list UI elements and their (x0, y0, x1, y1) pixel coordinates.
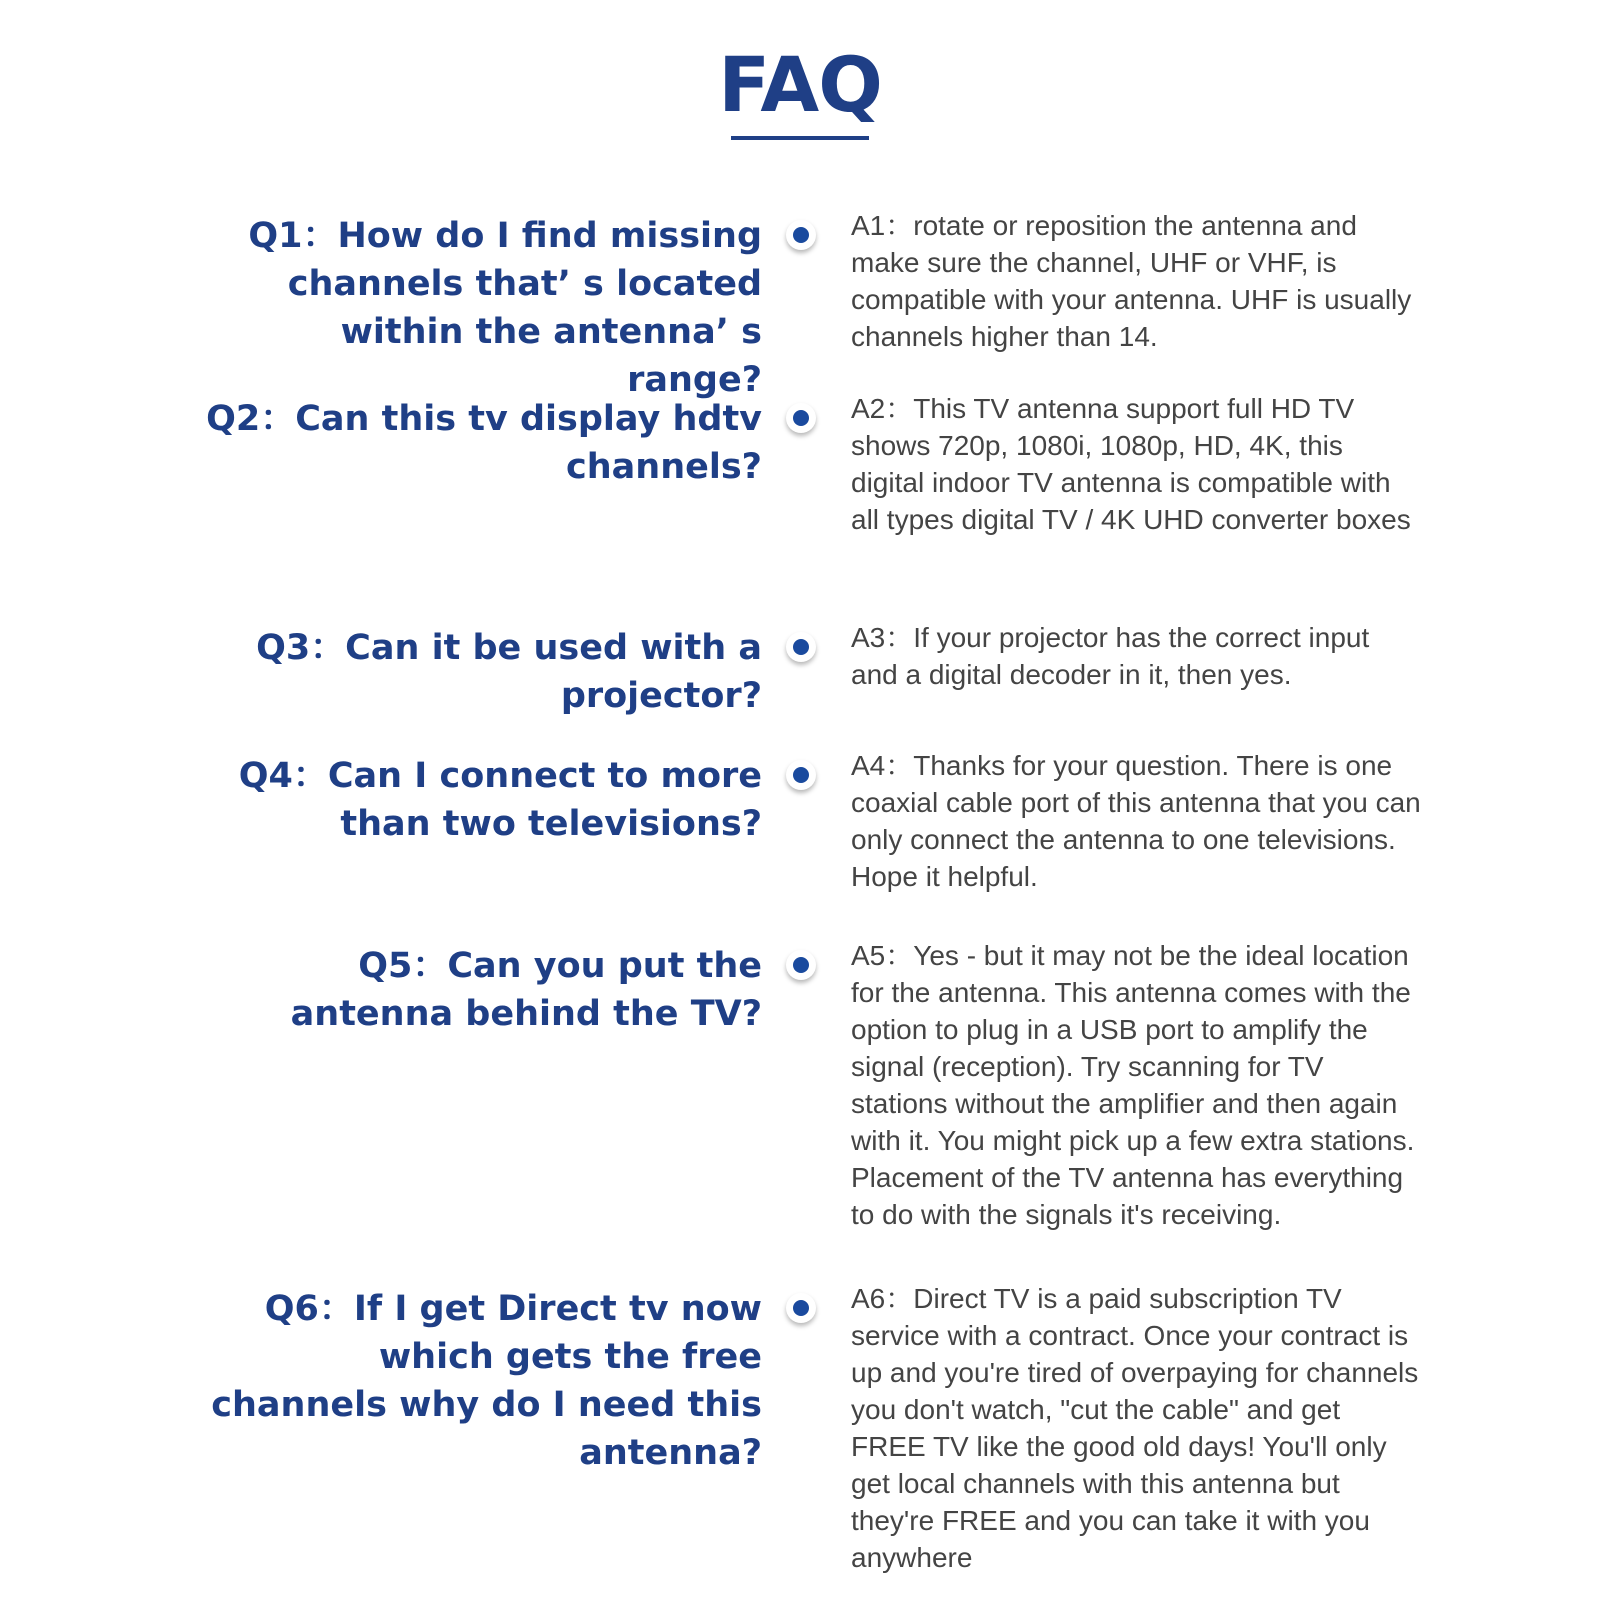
faq-answer-1: A1：rotate or reposition the antenna and make sure the channel, UHF or VHF, is compatible with your antenna. UHF is usually channels higher than 14. (851, 210, 1412, 352)
bullet-dot-icon (786, 632, 816, 662)
faq-answer-4: A4：Thanks for your question. There is one coaxial cable port of this antenna that you can only connect the antenna to one televisions. Hope it helpful. (851, 750, 1421, 892)
faq-question-1: Q1：How do I find missing channels that’ s located within the antenna’ s range? (248, 216, 762, 400)
bullet-dot-icon (786, 950, 816, 980)
bullet-dot-icon (786, 403, 816, 433)
bullet-dot-icon (786, 760, 816, 790)
faq-answer-6: A6：Direct TV is a paid subscription TV service with a contract. Once your contract is up and you're tired of overpaying for channels you don't watch, "cut the cable" and get FREE TV like the good old days! You'll only get local channels with this antenna but they're FREE and you can take it with you anywhere (851, 1283, 1419, 1573)
faq-answer-2: A2：This TV antenna support full HD TV shows 720p, 1080i, 1080p, HD, 4K, this digital indoor TV antenna is compatible with all types digital TV / 4K UHD converter boxes (851, 393, 1411, 535)
title-underline (731, 136, 869, 140)
faq-question-4: Q4：Can I connect to more than two televisions? (238, 756, 762, 844)
faq-question-2: Q2：Can this tv display hdtv channels? (206, 399, 762, 487)
bullet-dot-icon (786, 220, 816, 250)
bullet-dot-icon (786, 1293, 816, 1323)
faq-question-6: Q6：If I get Direct tv now which gets the free channels why do I need this antenna? (211, 1289, 762, 1473)
faq-answer-3: A3：If your projector has the correct input and a digital decoder in it, then yes. (851, 622, 1370, 690)
faq-question-5: Q5：Can you put the antenna behind the TV? (290, 946, 762, 1034)
faq-question-3: Q3：Can it be used with a projector? (256, 628, 762, 716)
page-title: FAQ (718, 40, 882, 129)
faq-answer-5: A5：Yes - but it may not be the ideal location for the antenna. This antenna comes with the option to plug in a USB port to amplify the signal (reception). Try scanning for TV stations without the amplifier and then again with it. You might pick up a few extra stations. Placement of the TV antenna has everything to do with the signals it's receiving. (851, 940, 1415, 1230)
